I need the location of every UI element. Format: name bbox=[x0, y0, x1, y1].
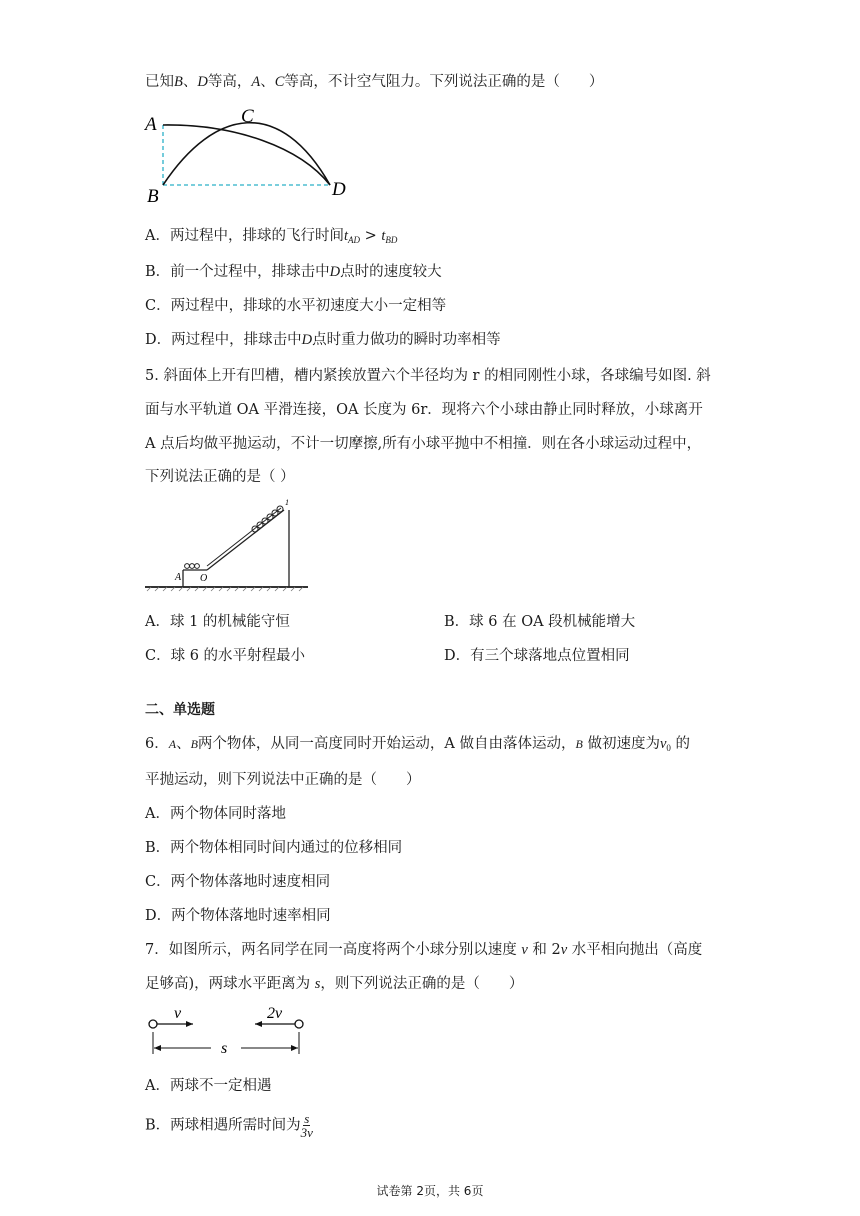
label-d: D bbox=[332, 179, 346, 200]
q7-option-b: B．两球相遇所需时间为 $\frac{s}{3v}$ bbox=[145, 1111, 313, 1140]
q7-option-a: A．两球不一定相遇 bbox=[145, 1078, 272, 1094]
q4-trajectory-figure bbox=[140, 102, 365, 207]
label-c: C bbox=[241, 106, 254, 127]
q6-stem-line1: 6．A、B两个物体，从同一高度同时开始运动，A 做自由落体运动，B 做初速度为$v_0$ 的 bbox=[145, 736, 691, 753]
fraction: $\frac{s}{3v}$ bbox=[300, 1111, 313, 1140]
q5-incline-figure bbox=[143, 496, 313, 602]
q5-option-a: A．球 1 的机械能守恒 bbox=[145, 614, 290, 630]
q4-stem: 已知B、D等高，A、C等高，不计空气阻力。下列说法正确的是（ ） bbox=[145, 74, 604, 90]
q7-balls-figure bbox=[143, 1006, 308, 1064]
page-footer: 试卷第 2页，共 6页 bbox=[376, 1184, 484, 1198]
q5-option-d: D．有三个球落地点位置相同 bbox=[444, 648, 630, 664]
q5-stem-line1: 5. 斜面体上开有凹槽，槽内紧挨放置六个半径均为 r 的相同刚性小球，各球编号如图. 斜 bbox=[145, 368, 711, 384]
q7-stem-line2: 足够高)，两球水平距离为 s，则下列说法正确的是（ ） bbox=[145, 976, 524, 992]
label-b: B bbox=[147, 186, 159, 207]
q4-option-c: C．两过程中，排球的水平初速度大小一定相等 bbox=[145, 298, 447, 314]
q6-option-d: D．两个物体落地时速率相同 bbox=[145, 908, 331, 924]
q4-option-d: D．两过程中，排球击中D点时重力做功的瞬时功率相等 bbox=[145, 332, 501, 348]
label-o: O bbox=[200, 573, 208, 584]
label-v: v bbox=[174, 1006, 182, 1022]
label-ball-1: 1 bbox=[285, 498, 289, 507]
label-2v: 2v bbox=[267, 1006, 283, 1022]
q6-option-a: A．两个物体同时落地 bbox=[145, 806, 286, 822]
q6-stem-line2: 平抛运动，则下列说法中正确的是（ ） bbox=[145, 772, 421, 788]
q4-option-b: B．前一个过程中，排球击中D点时的速度较大 bbox=[145, 264, 442, 280]
label-a: A bbox=[175, 572, 182, 583]
q4-option-a: A．两过程中，排球的飞行时间$t_{AD} > t_{BD}$ bbox=[145, 228, 398, 245]
q6-option-c: C．两个物体落地时速度相同 bbox=[145, 874, 331, 890]
q5-option-c: C．球 6 的水平射程最小 bbox=[145, 648, 306, 664]
q5-stem-line2: 面与水平轨道 OA 平滑连接，OA 长度为 6r．现将六个小球由静止同时释放，小球离开 bbox=[145, 402, 703, 418]
q6-option-b: B．两个物体相同时间内通过的位移相同 bbox=[145, 840, 403, 856]
label-a: A bbox=[145, 114, 157, 135]
q7-stem-line1: 7．如图所示，两名同学在同一高度将两个小球分别以速度 v 和 2v 水平相向抛出（高度 bbox=[145, 942, 703, 958]
q5-stem-line3: A 点后均做平抛运动，不计一切摩擦,所有小球平抛中不相撞．则在各小球运动过程中， bbox=[145, 436, 702, 452]
section-heading: 二、单选题 bbox=[145, 702, 215, 718]
q5-option-b: B．球 6 在 OA 段机械能增大 bbox=[444, 614, 636, 630]
q5-stem-line4: 下列说法正确的是（ ） bbox=[145, 469, 295, 485]
label-s: s bbox=[221, 1040, 228, 1057]
